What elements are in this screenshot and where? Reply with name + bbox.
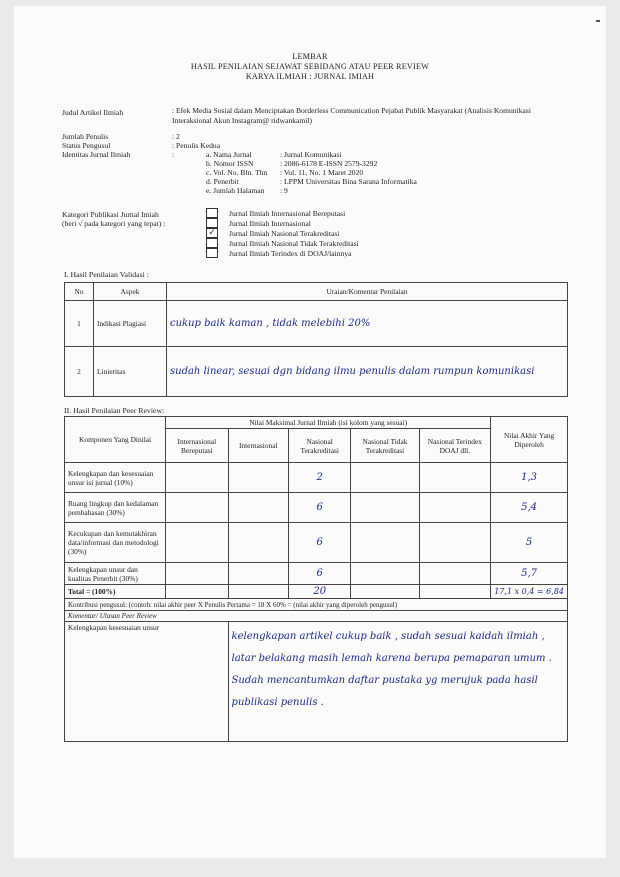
validasi-row-aspek: Indikasi Plagiasi	[94, 301, 167, 347]
peer-col-akhir: Nilai Akhir Yang Diperoleh	[491, 417, 568, 463]
peer-total-akhir: 17,1 x 0,4 = 6,84	[491, 585, 568, 599]
peer-komentar-header: Komentar/ Ulasan Peer Review	[65, 611, 568, 622]
peer-subcol-nas-terakreditasi: Nasional Terakreditasi	[289, 429, 351, 463]
peer-col-komponen: Komponen Yang Dinilai	[65, 417, 166, 463]
validasi-row-komentar: cukup baik kaman , tidak melebihi 20%	[167, 301, 568, 347]
peer-row-nilai: 6	[289, 523, 351, 563]
status-value: : Penulis Kedua	[172, 141, 221, 150]
kategori-option-2: Jurnal Ilmiah Internasional	[229, 219, 311, 228]
peer-total-nilai: 20	[289, 585, 351, 599]
journal-halaman-value: : 9	[280, 186, 288, 195]
komentar-line: kelengkapan artikel cukup baik , sudah sesuai kaidah ilmiah ,	[231, 631, 545, 642]
kategori-option-5: Jurnal Ilmiah Terindex di DOAJ/lainnya	[229, 249, 352, 258]
validasi-row-no: 2	[65, 347, 94, 397]
journal-vol-label: c. Vol. No. Bln. Thn	[206, 168, 268, 177]
kategori-option-3: Jurnal Ilmiah Nasional Terakreditasi	[229, 229, 340, 238]
validasi-row-aspek: Linieritas	[94, 347, 167, 397]
header-title: HASIL PENILAIAN SEJAWAT SEBIDANG ATAU PEER REVIEW	[190, 62, 430, 71]
peer-komentar-body	[228, 622, 567, 742]
peer-komentar-label: Kelengkapan kesesuaian unsur	[65, 622, 229, 742]
validasi-col-no: No	[65, 283, 94, 301]
komentar-line: Sudah mencantumkan daftar pustaka yg merujuk pada hasil	[231, 675, 538, 686]
header-subtitle: KARYA ILMIAH : JURNAL IMIAH	[245, 72, 375, 81]
kategori-checkbox-4[interactable]	[206, 238, 218, 248]
komentar-line: latar belakang masih lemah karena berupa pemaparan umum .	[231, 653, 552, 664]
peer-row-komponen: Kecukupan dan kemutakhiran data/informasi dan metodologi (30%)	[65, 523, 166, 563]
peer-row-akhir: 5	[491, 523, 568, 563]
identitas-colon: :	[172, 150, 175, 159]
table-row	[65, 463, 568, 493]
jumlah-penulis-label: Jumlah Penulis	[62, 132, 109, 141]
jumlah-penulis-value: : 2	[172, 132, 180, 141]
komentar-line: publikasi penulis .	[231, 697, 324, 708]
peer-row-komponen: Kelengkapan unsur dan kualitas Penerbit (30%)	[65, 563, 166, 585]
status-label: Status Pengusul	[62, 141, 111, 150]
peer-subcol-nas-tidak: Nasional Tidak Terakreditasi	[351, 429, 419, 463]
validasi-table	[64, 282, 568, 397]
table-row-total	[65, 585, 568, 599]
identitas-label: Identitas Jurnal Ilmiah	[62, 150, 131, 159]
table-row	[65, 301, 568, 347]
peer-total-label: Total = (100%)	[65, 585, 166, 599]
peer-row-nilai: 2	[289, 463, 351, 493]
table-row	[65, 347, 568, 397]
journal-issn-value: : 2086-6178 E-ISSN 2579-3292	[280, 159, 378, 168]
peer-row-komponen: Ruang lingkup dan kedalaman pembahasan (30%)	[65, 493, 166, 523]
peer-row-akhir: 5,7	[491, 563, 568, 585]
journal-halaman-label: e. Jumlah Halaman	[206, 186, 265, 195]
table-row	[65, 523, 568, 563]
kategori-checkbox-5[interactable]	[206, 248, 218, 258]
peer-subcol-intl: Internasional	[228, 429, 288, 463]
judul-label: Judul Artikel Ilmiah	[62, 108, 124, 117]
scan-mark	[596, 20, 600, 22]
table-row	[65, 563, 568, 585]
validasi-col-aspek: Aspek	[94, 283, 167, 301]
kategori-checkbox-1[interactable]	[206, 208, 218, 218]
header-lembar: LEMBAR	[292, 52, 328, 61]
peer-row-nilai: 6	[289, 493, 351, 523]
peer-row-nilai: 6	[289, 563, 351, 585]
kategori-option-4: Jurnal Ilmiah Nasional Tidak Terakreditasi	[229, 239, 359, 248]
validasi-row-no: 1	[65, 301, 94, 347]
journal-penerbit-label: d. Penerbit	[206, 177, 239, 186]
peer-subcol-doaj: Nasional Terindex DOAJ dll.	[419, 429, 491, 463]
journal-nama-label: a. Nama Jurnal	[206, 150, 252, 159]
peer-row-akhir: 5,4	[491, 493, 568, 523]
kategori-option-1: Jurnal Ilmiah Internasional Bereputasi	[229, 209, 346, 218]
kategori-checkbox-3[interactable]: ✓	[206, 228, 218, 238]
validasi-col-uraian: Uraian/Komentar Penilaian	[167, 283, 568, 301]
peer-subcol-intl-bereputasi: Internasional Bereputasi	[166, 429, 228, 463]
kategori-checkbox-2[interactable]	[206, 218, 218, 228]
journal-nama-value: : Jurnal Komunikasi	[280, 150, 342, 159]
kategori-label: Kategori Publikasi Jurnal Imiah	[62, 210, 159, 219]
kategori-hint: (beri √ pada kategori yang tepat) :	[62, 219, 166, 228]
journal-issn-label: b. Nomor ISSN	[206, 159, 254, 168]
judul-value: : Efek Media Sosial dalam Menciptakan Borderless Communication Pejabat Publik Masyarakat (Analisis Komunikasi Interaksional Akun Instagram@ ridwankamil)	[172, 106, 531, 125]
peer-col-nilai-maks: Nilai Maksimal Jurnal Ilmiah (isi kolom yang sesuai)	[166, 417, 491, 429]
journal-vol-value: : Vol. 11, No. 1 Maret 2020	[280, 168, 364, 177]
table-row	[65, 493, 568, 523]
peer-row-akhir: 1,3	[491, 463, 568, 493]
peer-row-komponen: Kelengkapan dan kesesuaian unsur isi jurnal (10%)	[65, 463, 166, 493]
journal-penerbit-value: : LPPM Universitas Bina Sarana Informatika	[280, 177, 417, 186]
validasi-row-komentar: sudah linear, sesuai dgn bidang ilmu penulis dalam rumpun komunikasi	[167, 347, 568, 397]
peer-kontribusi: Kontribusi pengusul: (contoh: nilai akhir peer X Penulis Pertama = 18 X 60% = (nilai akhir yang diperoleh pengusul)	[65, 599, 568, 611]
peer-title: II. Hasil Penilaian Peer Review:	[64, 406, 165, 415]
peer-table	[64, 416, 568, 742]
validasi-title: I. Hasil Penilaian Validasi :	[64, 270, 149, 279]
document-page	[14, 6, 606, 858]
